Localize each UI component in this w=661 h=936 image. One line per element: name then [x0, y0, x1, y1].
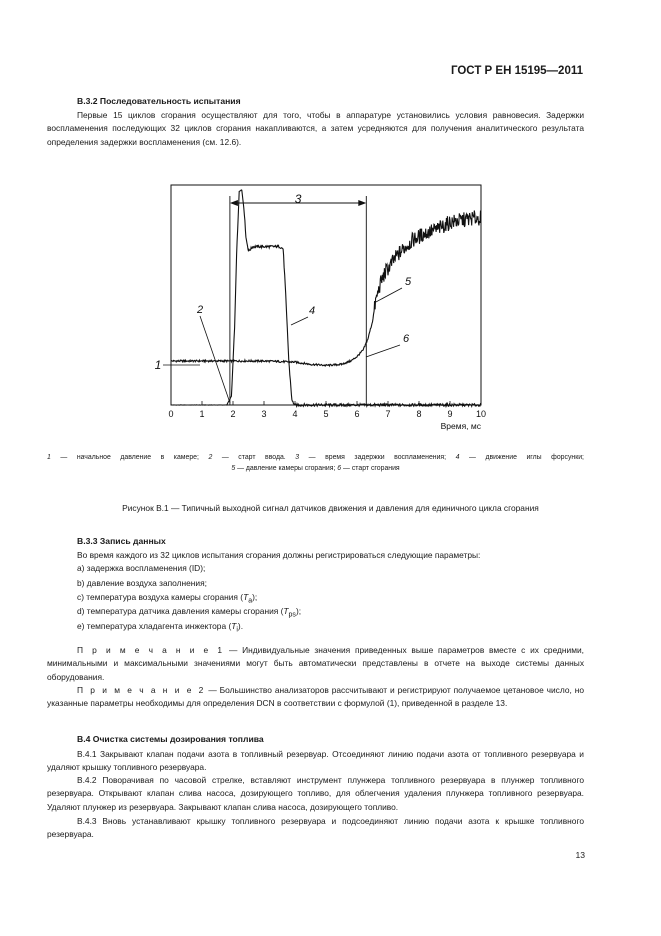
callout-6: 6: [402, 333, 410, 345]
leader-4: [291, 317, 308, 325]
callout-2: 2: [196, 304, 204, 316]
leader-6: [366, 345, 400, 357]
note-1-text: — Индивидуальные значения приведенных выше параметров вместе с их средними, минимальными и максимальными значениями могут быть автоматически представлены в отчете на выходе системы данных оборудования.: [47, 645, 584, 682]
callout-3: 3: [294, 192, 302, 206]
figure-legend-line-2: [47, 464, 584, 475]
param-item-c: c) температура воздуха камеры сгорания $(T_a)$;: [77, 592, 258, 605]
document-header-standard-id: ГОСТ Р ЕН 15195—2011: [450, 65, 583, 77]
x-tick-label-10: 10: [475, 409, 487, 419]
legend-num-1: 1: [47, 454, 51, 461]
figure-legend-line-1: [47, 453, 584, 464]
x-tick-label-3: 3: [261, 409, 267, 419]
param-item-d: d) температура датчика давления камеры сгорания $(T_{ps})$;: [77, 606, 302, 619]
section-b43-para: B.4.3 Вновь устанавливают крышку топливного резервуара и подсоединяют линию подачи азота к крышке топливного резервуара.: [47, 816, 584, 840]
legend-text-4: — движение иглы форсунки;: [459, 454, 584, 461]
x-tick-label-7: 7: [385, 409, 391, 419]
x-tick-label-4: 4: [292, 409, 298, 419]
x-tick-label-1: 1: [199, 409, 205, 419]
callout-5: 5: [404, 276, 412, 288]
note-1-label: П р и м е ч а н и е 1: [77, 645, 225, 655]
section-b4-title: B.4 Очистка системы дозирования топлива: [77, 734, 264, 744]
x-tick-label-0: 0: [168, 409, 174, 419]
note-2: [47, 684, 584, 711]
section-b32-title: B.3.2 Последовательность испытания: [77, 96, 241, 106]
legend-num-2: 2: [208, 454, 213, 461]
legend-num-4: 4: [455, 454, 460, 461]
figure-legend: [47, 453, 584, 474]
x-tick-label-6: 6: [354, 409, 360, 419]
callout-4: 4: [308, 305, 316, 317]
x-tick-label-8: 8: [416, 409, 422, 419]
legend-text-3: — время задержки воспламенения;: [299, 454, 447, 461]
legend-text-6: — старт сгорания: [341, 464, 400, 472]
param-item-b: b) давление воздуха заполнения;: [77, 578, 207, 588]
legend-text-1: — начальное давление в камере;: [50, 454, 199, 461]
legend-num-6: 6: [337, 464, 342, 472]
callout-1: 1: [154, 358, 162, 372]
legend-num-3: 3: [295, 454, 300, 461]
section-b42-para: B.4.2 Поворачивая по часовой стрелке, вставляют инструмент плунжера топливного резервуара в плунжер топливного резервуара. Открывают клапан слива насоса, дозирующего топливо, для облегчения удаления плунжера топливного резервуара. Удаляют плунжер из резервуара. Закрывают клапан слива насоса, дозирующего топливо.: [47, 775, 584, 812]
section-b41-para: B.4.1 Закрывают клапан подачи азота в топливный резервуар. Отсоединяют линию подачи азота от топливного резервуара и удаляют крышку топливного резервуара.: [47, 749, 584, 773]
x-axis-title: Время, мс: [440, 421, 481, 431]
series-chamber-pressure-line: [171, 211, 481, 366]
legend-text-5: — давление камеры сгорания;: [235, 464, 336, 472]
legend-text-2: — старт ввода.: [212, 454, 286, 461]
legend-num-5: 5: [231, 464, 236, 472]
param-item-e: e) температура хладагента инжектора $(T_i)$.: [77, 621, 244, 634]
delay-arrow-head-left: [230, 200, 238, 206]
page-number: 13: [575, 850, 585, 860]
note-2-label: П р и м е ч а н и е 2: [77, 685, 206, 695]
x-tick-label-5: 5: [323, 409, 329, 419]
note-2-text: — Большинство анализаторов рассчитывают и регистрируют получаемое цетановое число, но указанные параметры необходимы для определения DCN в соответствии с формулой (1), приведенной в разделе 13.: [47, 685, 584, 709]
x-tick-label-2: 2: [230, 409, 236, 419]
section-b33-intro: Во время каждого из 32 циклов испытания сгорания должны регистрироваться следующие параметры:: [77, 550, 481, 560]
delay-arrow-head-right: [358, 200, 366, 206]
section-b33-title: B.3.3 Запись данных: [77, 536, 166, 546]
param-item-a: a) задержка воспламенения (ID);: [77, 563, 206, 573]
note-1: [47, 644, 584, 684]
x-tick-label-9: 9: [447, 409, 453, 419]
section-b32-paragraph: Первые 15 циклов сгорания осуществляют для того, чтобы в аппаратуре установились условия равновесия. Задержки воспламенения последующих 32 циклов сгорания накапливаются, а затем усредняются для получения аналитического результата определения задержки воспламенения (см. 12.6).: [47, 110, 584, 147]
figure-caption: Рисунок B.1 — Типичный выходной сигнал датчиков движения и давления для единичного цикла сгорания: [122, 503, 539, 513]
plot-frame: [171, 185, 481, 405]
series-needle-movement-line: [171, 190, 481, 406]
